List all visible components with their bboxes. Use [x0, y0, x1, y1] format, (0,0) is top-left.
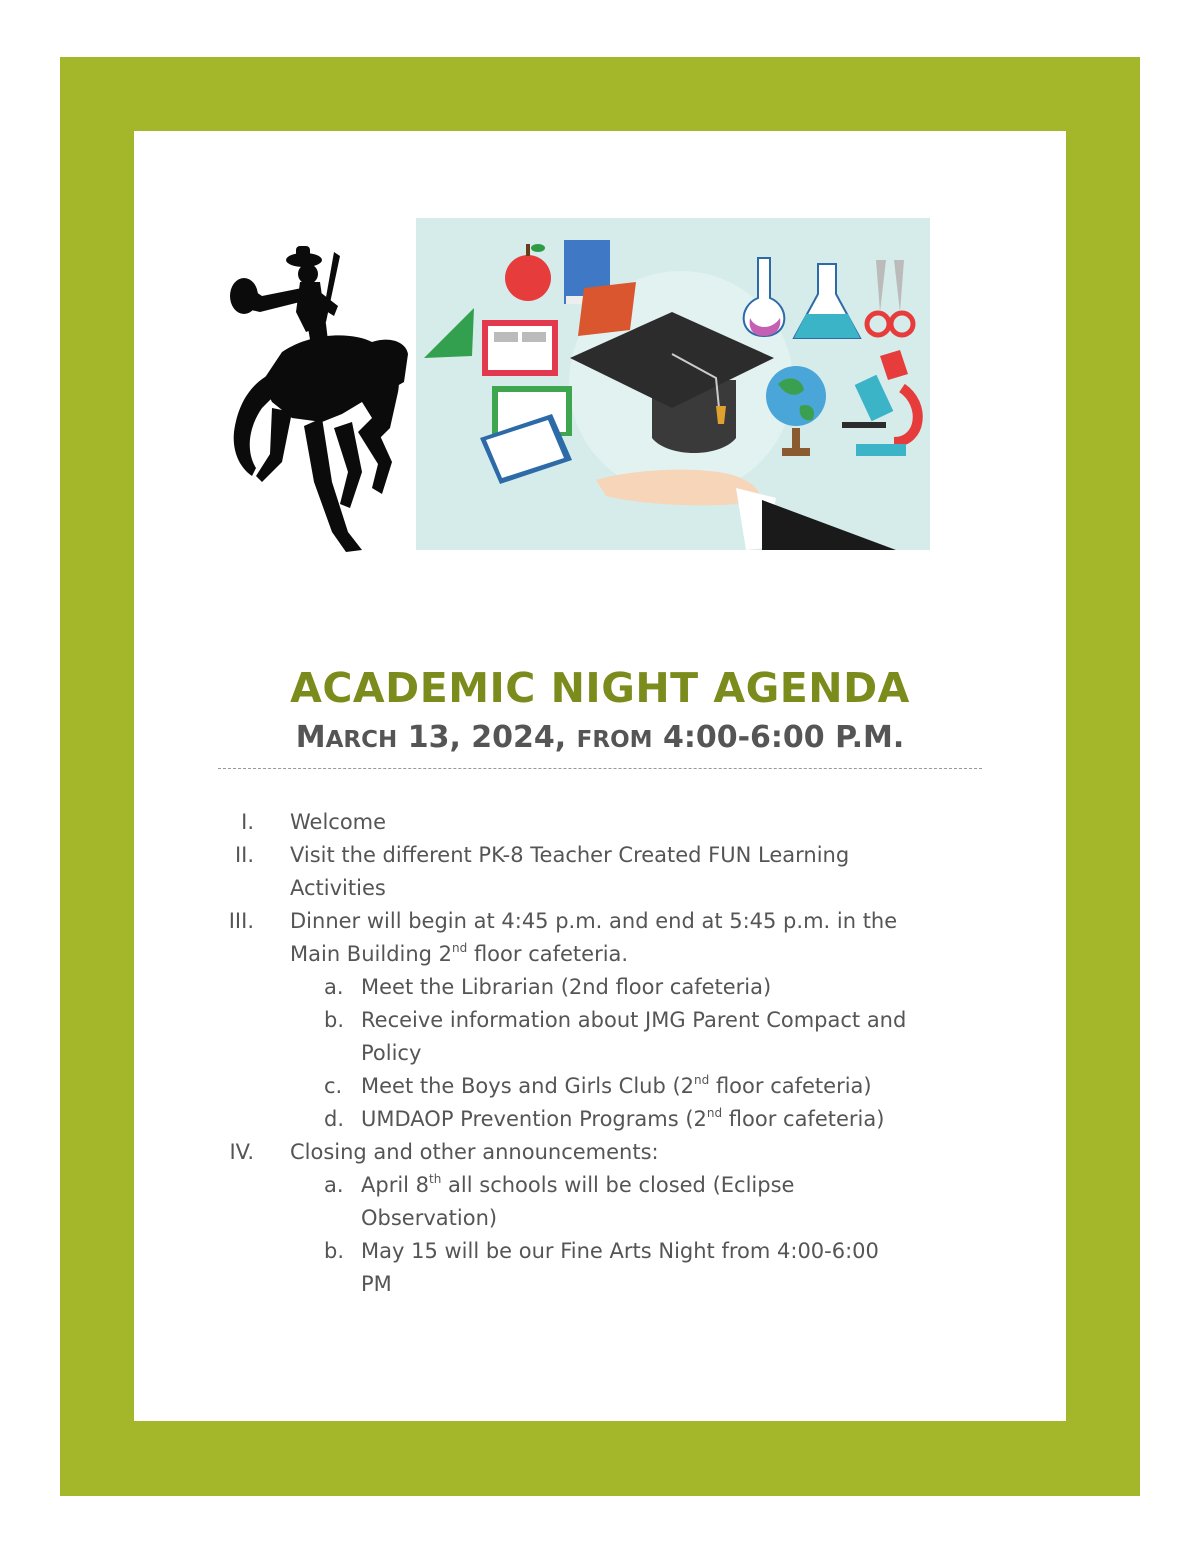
education-illustration-image	[416, 218, 930, 550]
bucking-horse-mascot-image	[222, 232, 410, 554]
divider-line	[218, 768, 982, 769]
item-number: II.	[234, 843, 254, 867]
item-text-line1: Visit the different PK-8 Teacher Created FUN Learning	[290, 843, 850, 867]
subitem-text-end: floor cafeteria)	[722, 1107, 885, 1131]
subtitle-from: FROM	[576, 727, 653, 753]
subitem-text-line2: PM	[361, 1272, 392, 1296]
agenda-title: ACADEMIC NIGHT AGENDA	[290, 664, 910, 712]
subitem-text: Meet the Boys and Girls Club (2	[361, 1074, 695, 1098]
subitem-letter: a.	[324, 1173, 344, 1197]
subitem-text-line2: Policy	[361, 1041, 422, 1065]
subitem-fine-arts-night	[220, 1235, 990, 1301]
item-number: I.	[241, 810, 254, 834]
item-number: IV.	[229, 1140, 254, 1164]
agenda-list	[220, 806, 990, 1301]
subtitle-time: 4:00-6:00 P.M.	[662, 720, 905, 755]
subitem-librarian	[220, 971, 990, 1004]
superscript: nd	[706, 1106, 723, 1120]
subtitle-date: 13, 2024,	[407, 720, 567, 755]
subitem-letter: c.	[324, 1074, 343, 1098]
subitem-boys-girls-club	[220, 1070, 990, 1103]
subitem-letter: b.	[324, 1239, 345, 1263]
item-text-line2: Activities	[290, 876, 386, 900]
subitem-text-end: floor cafeteria)	[709, 1074, 872, 1098]
item-text: Welcome	[290, 810, 387, 834]
subitem-letter: a.	[324, 975, 344, 999]
subitem-text-end: all schools will be closed (Eclipse	[441, 1173, 795, 1197]
item-text-line2-end: floor cafeteria.	[467, 942, 629, 966]
subitem-eclipse-closure	[220, 1169, 990, 1235]
subitem-text: April 8	[361, 1173, 430, 1197]
superscript: nd	[694, 1073, 710, 1087]
subitem-letter: d.	[324, 1107, 345, 1131]
agenda-item-closing	[220, 1136, 990, 1169]
subitem-text-line1: May 15 will be our Fine Arts Night from 4:00-6:00	[361, 1239, 879, 1263]
item-text: Closing and other announcements:	[290, 1140, 659, 1164]
superscript: nd	[452, 941, 468, 955]
subtitle-month-rest: ARCH	[325, 727, 398, 753]
item-number: III.	[228, 909, 254, 933]
agenda-item-welcome	[220, 806, 990, 839]
subtitle-initial: M	[295, 720, 326, 755]
item-text-line1: Dinner will begin at 4:45 p.m. and end at 5:45 p.m. in the	[290, 909, 898, 933]
subitem-text-line2: Observation)	[361, 1206, 498, 1230]
subitem-text: Meet the Librarian (2nd floor cafeteria)	[361, 975, 772, 999]
agenda-item-activities	[220, 839, 990, 905]
subitem-text-line1: Receive information about JMG Parent Compact and	[361, 1008, 907, 1032]
subitem-umdaop	[220, 1103, 990, 1136]
subitem-letter: b.	[324, 1008, 345, 1032]
agenda-item-dinner	[220, 905, 990, 971]
item-text-line2: Main Building 2	[290, 942, 453, 966]
subitem-parent-compact	[220, 1004, 990, 1070]
superscript: th	[429, 1172, 442, 1186]
subitem-text: UMDAOP Prevention Programs (2	[361, 1107, 707, 1131]
event-date-time	[134, 720, 1066, 755]
